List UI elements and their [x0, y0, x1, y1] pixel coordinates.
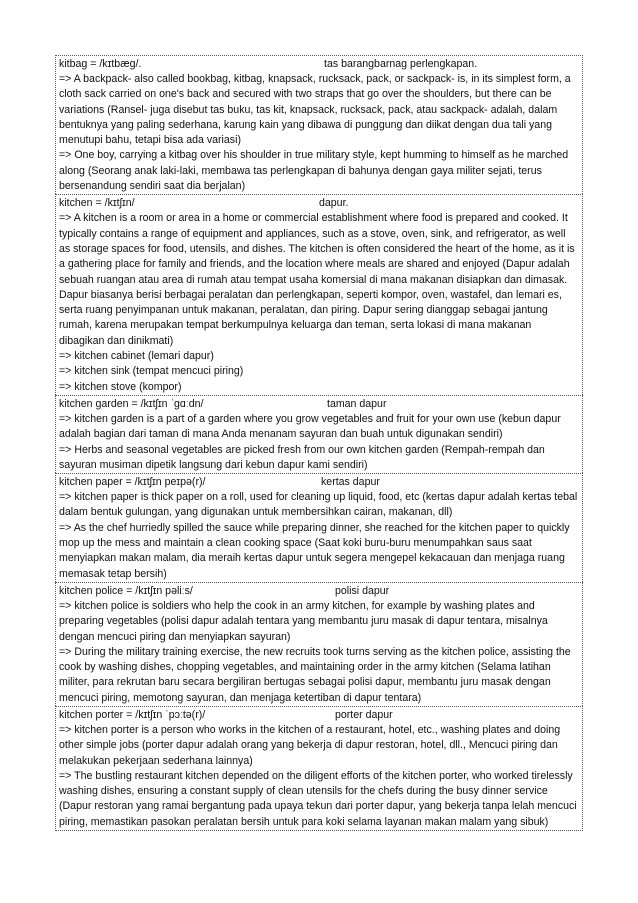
entry-definition: => A backpack- also called bookbag, kitbag, knapsack, rucksack, pack, or sackpack- is, in its simplest form, a cloth sack carried on one's back and secured with two straps that go over the shoulders, but there can be variations (Ransel- juga disebut tas buku, tas kit, knapsack, rucksack, pack, atau sackpack- adalah, dalam bentuknya yang paling sederhana, karung kain yang dibawa di punggung dan diikat dengan dua tali yang menutupi bahu, tetapi bisa ada variasi)	[59, 73, 571, 147]
entry-definition: => kitchen garden is a part of a garden where you grow vegetables and fruit for your own use (kebun dapur adalah bagian dari taman di mana Anda menanam sayuran dan buah untuk digunakan sendiri)	[59, 412, 561, 441]
entry-kitchen-paper	[55, 473, 583, 582]
entry-example: => One boy, carrying a kitbag over his shoulder in true military style, kept humming to himself as he marched along (Seorang anak laki-laki, membawa tas perlengkapan di bahunya dengan gaya militer sejati, terus bersenandung sendiri saat dia berjalan)	[59, 149, 569, 193]
entry-definition: => kitchen paper is thick paper on a roll, used for cleaning up liquid, food, etc (kertas dapur adalah kertas tebal dalam bentuk gulungan, yang digunakan untuk membersihkan cairan, makanan, dll)	[59, 491, 578, 519]
entry-term: kitchen paper = /kɪtʃɪn peɪpə(r)/	[59, 476, 206, 489]
entry-term: kitchen porter = /kɪtʃɪn ˈpɔːtə(r)/	[59, 708, 206, 721]
entry-example: => kitchen cabinet (lemari dapur)	[59, 350, 214, 363]
entry-translation: polisi dapur	[335, 584, 390, 597]
entry-term: kitbag = /kɪtbæɡ/.	[59, 58, 142, 70]
entry-translation: tas barangbarnag perlengkapan.	[324, 58, 478, 70]
entry-definition: => kitchen porter is a person who works in the kitchen of a restaurant, hotel, etc., washing plates and doing other simple jobs (porter dapur adalah orang yang bekerja di dapur restoran, hotel, dll., Mencuci piring dan melakukan pekerjaan sederhana lainnya)	[59, 723, 561, 767]
entry-example: => Herbs and seasonal vegetables are picked fresh from our own kitchen garden (Rempah-rempah dan sayuran musiman dipetik langsung dari kebun dapur kami sendiri)	[59, 443, 545, 471]
entry-kitchen-garden	[55, 395, 583, 473]
entry-definition: => kitchen police is soldiers who help the cook in an army kitchen, for example by washing plates and preparing vegetables (polisi dapur adalah tentara yang membantu juru masak di dapur tentara, misalnya dengan mencuci piring dan menyiapkan sayuran)	[59, 599, 548, 643]
entry-definition: => A kitchen is a room or area in a home or commercial establishment where food is prepared and cooked. It typically contains a range of equipment and appliances, such as a stove, oven, sink, and refrigerator, as well as storage spaces for food, utensils, and dishes. The kitchen is often considered the heart of the home, as it is a gathering place for family and friends, and the location where meals are shared and enjoyed (Dapur adalah sebuah ruangan atau area di rumah atau tempat usaha komersial di mana makanan disiapkan dan dimasak. Dapur biasanya berisi berbagai peralatan dan perlengkapan, seperti kompor, oven, wastafel, dan lemari es, serta ruang penyimpanan untuk makanan, peralatan, dan piring. Dapur sering dianggap sebagai jantung rumah, karena merupakan tempat berkumpulnya keluarga dan teman, serta lokasi di mana makanan dibagikan dan dinikmati)	[59, 212, 575, 347]
entry-kitchen	[55, 194, 583, 395]
entry-term: kitchen garden = /kɪtʃɪn ˈɡɑːdn/	[59, 397, 204, 410]
entry-translation: kertas dapur	[321, 476, 380, 489]
entry-header	[59, 708, 579, 723]
entry-header	[59, 475, 579, 490]
entry-header	[59, 196, 579, 211]
entry-term: kitchen = /kɪtʃɪn/	[59, 197, 135, 210]
entry-translation: dapur.	[319, 197, 349, 210]
entry-example: => During the military training exercise, the new recruits took turns serving as the kitchen police, assisting the cook by washing dishes, chopping vegetables, and maintaining order in the army kitchen (Selama latihan militer, para rekrutan baru secara bergiliran bertugas sebagai polisi dapur, membantu juru masak dengan mencuci piring, memotong sayuran, dan menjaga ketertiban di dapur tentara)	[59, 645, 571, 704]
entry-translation: taman dapur	[327, 397, 387, 410]
entry-example: => The bustling restaurant kitchen depended on the diligent efforts of the kitchen porter, who worked tirelessly washing dishes, ensuring a constant supply of clean utensils for the chefs during the busy dinner service (Dapur restoran yang ramai bergantung pada upaya tekun dari porter dapur, yang bekerja tanpa lelah mencuci piring, memastikan pasokan peralatan bersih untuk para koki selama layanan makan malam yang sibuk)	[59, 769, 577, 828]
entry-kitchen-porter	[55, 706, 583, 831]
entry-example: => kitchen sink (tempat mencuci piring)	[59, 365, 244, 378]
entry-header	[59, 57, 579, 72]
entry-example: => As the chef hurriedly spilled the sauce while preparing dinner, she reached for the kitchen paper to quickly mop up the mess and maintain a clean cooking space (Saat koki buru-buru menumpahkan saus saat menyiapkan makan malam, dia meraih kertas dapur untuk segera mengepel kekacauan dan menjaga ruang memasak tetap bersih)	[59, 521, 570, 580]
entry-translation: porter dapur	[335, 708, 393, 721]
entry-kitchen-police	[55, 582, 583, 706]
entry-header	[59, 397, 579, 412]
dictionary-document	[55, 55, 583, 831]
entry-kitbag	[55, 55, 583, 194]
entry-example: => kitchen stove (kompor)	[59, 380, 182, 393]
entry-header	[59, 584, 579, 599]
entry-term: kitchen police = /kɪtʃɪn pəliːs/	[59, 584, 193, 597]
